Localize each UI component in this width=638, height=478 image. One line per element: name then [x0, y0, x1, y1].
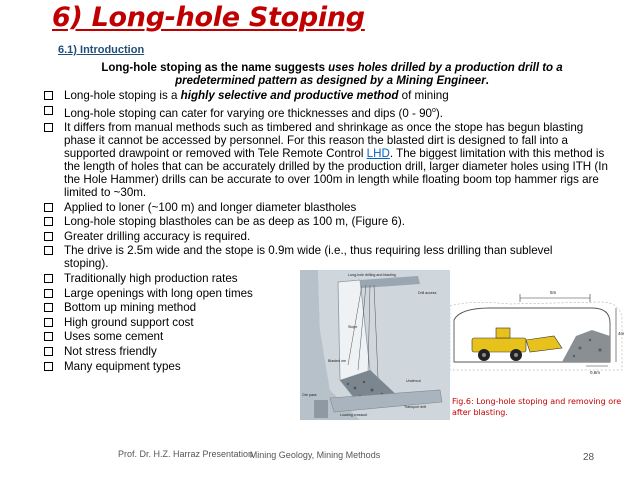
intro-part2: .	[485, 75, 489, 87]
checkbox-bullet-icon	[44, 303, 53, 312]
checkbox-bullet-icon	[44, 232, 53, 241]
checkbox-bullet-icon	[44, 274, 53, 283]
bullet-item: Traditionally high production rates	[44, 272, 612, 285]
bullet-item: The drive is 2.5m wide and the stope is 0.9m wide (i.e., thus requiring less drilling than sublevel stoping).	[44, 244, 584, 270]
section-subtitle: 6.1) Introduction	[58, 44, 145, 56]
label-transport-drift: Transport drift	[404, 405, 427, 409]
label-ore-pass: Ore pass	[302, 393, 317, 397]
label-blasted-ore: Blasted ore	[328, 359, 347, 363]
checkbox-bullet-icon	[44, 332, 53, 341]
lhd-link[interactable]: LHD	[366, 147, 390, 161]
checkbox-bullet-icon	[44, 203, 53, 212]
page-number: 28	[583, 452, 595, 463]
checkbox-bullet-icon	[44, 362, 53, 371]
bullet-item: Large openings with long open times	[44, 287, 612, 300]
lhd-removing-ore-diagram	[450, 278, 635, 388]
checkbox-bullet-icon	[44, 318, 53, 327]
bullet-item: Many equipment types	[44, 360, 612, 373]
slide-title: 6) Long-hole Stoping	[52, 2, 365, 33]
bullet-item: It differs from manual methods such as timbered and shrinkage as once the stope has begun blasting phase it cannot be accessed by personnel. For this reason the blasted dirt is designed to fall into a supported drawpoint or removed with Tele Remote Control LHD. The biggest limitation with this method is the length of holes that can be accurately drilled by the production drill, larger diameter holes using ITH (In the Hole Hammer) drills can be accurate to over 100m in length while floating boom top hammer rigs are limited to ~30m.	[44, 121, 612, 199]
intro-part1: Long-hole stoping as the name suggests	[101, 62, 329, 74]
bullet-item: Applied to loner (~100 m) and longer diameter blastholes	[44, 201, 612, 214]
intro-emphasis: uses holes drilled by a production drill to a predetermined pattern as designed by a Mining Engineer	[175, 62, 563, 87]
checkbox-bullet-icon	[44, 217, 53, 226]
label-drill-access: Drill access	[418, 291, 437, 295]
footer-course: Mining Geology, Mining Methods	[249, 450, 381, 460]
label-undercut: Undercut	[406, 379, 421, 383]
bullet-item: Greater drilling accuracy is required.	[44, 230, 612, 243]
checkbox-bullet-icon	[44, 123, 53, 132]
checkbox-bullet-icon	[44, 106, 53, 115]
bullet-item: High ground support cost	[44, 316, 612, 329]
bullet-item: Long-hole stoping can cater for varying ore thicknesses and dips (0 - 90$^o$).	[44, 104, 612, 120]
long-hole-stoping-diagram	[300, 270, 450, 420]
dim-label-height: 4m	[618, 331, 625, 336]
bullet-item: Long-hole stoping blastholes can be as deep as 100 m, (Figure 6).	[44, 215, 612, 228]
checkbox-bullet-icon	[44, 91, 53, 100]
checkbox-bullet-icon	[44, 347, 53, 356]
checkbox-bullet-icon	[44, 246, 53, 255]
footer-author: Prof. Dr. H.Z. Harraz Presentation	[118, 449, 254, 459]
figure-caption: Fig.6: Long-hole stoping and removing ore after blasting.	[452, 397, 622, 417]
checkbox-bullet-icon	[44, 289, 53, 298]
label-long-hole-drilling: Long-hole drilling and blasting	[348, 273, 396, 277]
intro-paragraph	[60, 62, 604, 88]
bullet-item: Not stress friendly	[44, 345, 612, 358]
bullet-item: Uses some cement	[44, 330, 612, 343]
label-stope: Stope	[348, 325, 358, 329]
dim-label-width: 0.6m	[590, 370, 601, 375]
bullet-item: Bottom up mining method	[44, 301, 612, 314]
bullet-item: Long-hole stoping is a highly selective and productive method of mining	[44, 89, 612, 102]
label-loading-crosscut: Loading crosscut	[340, 413, 368, 417]
dim-label-span: 5m	[550, 290, 557, 295]
